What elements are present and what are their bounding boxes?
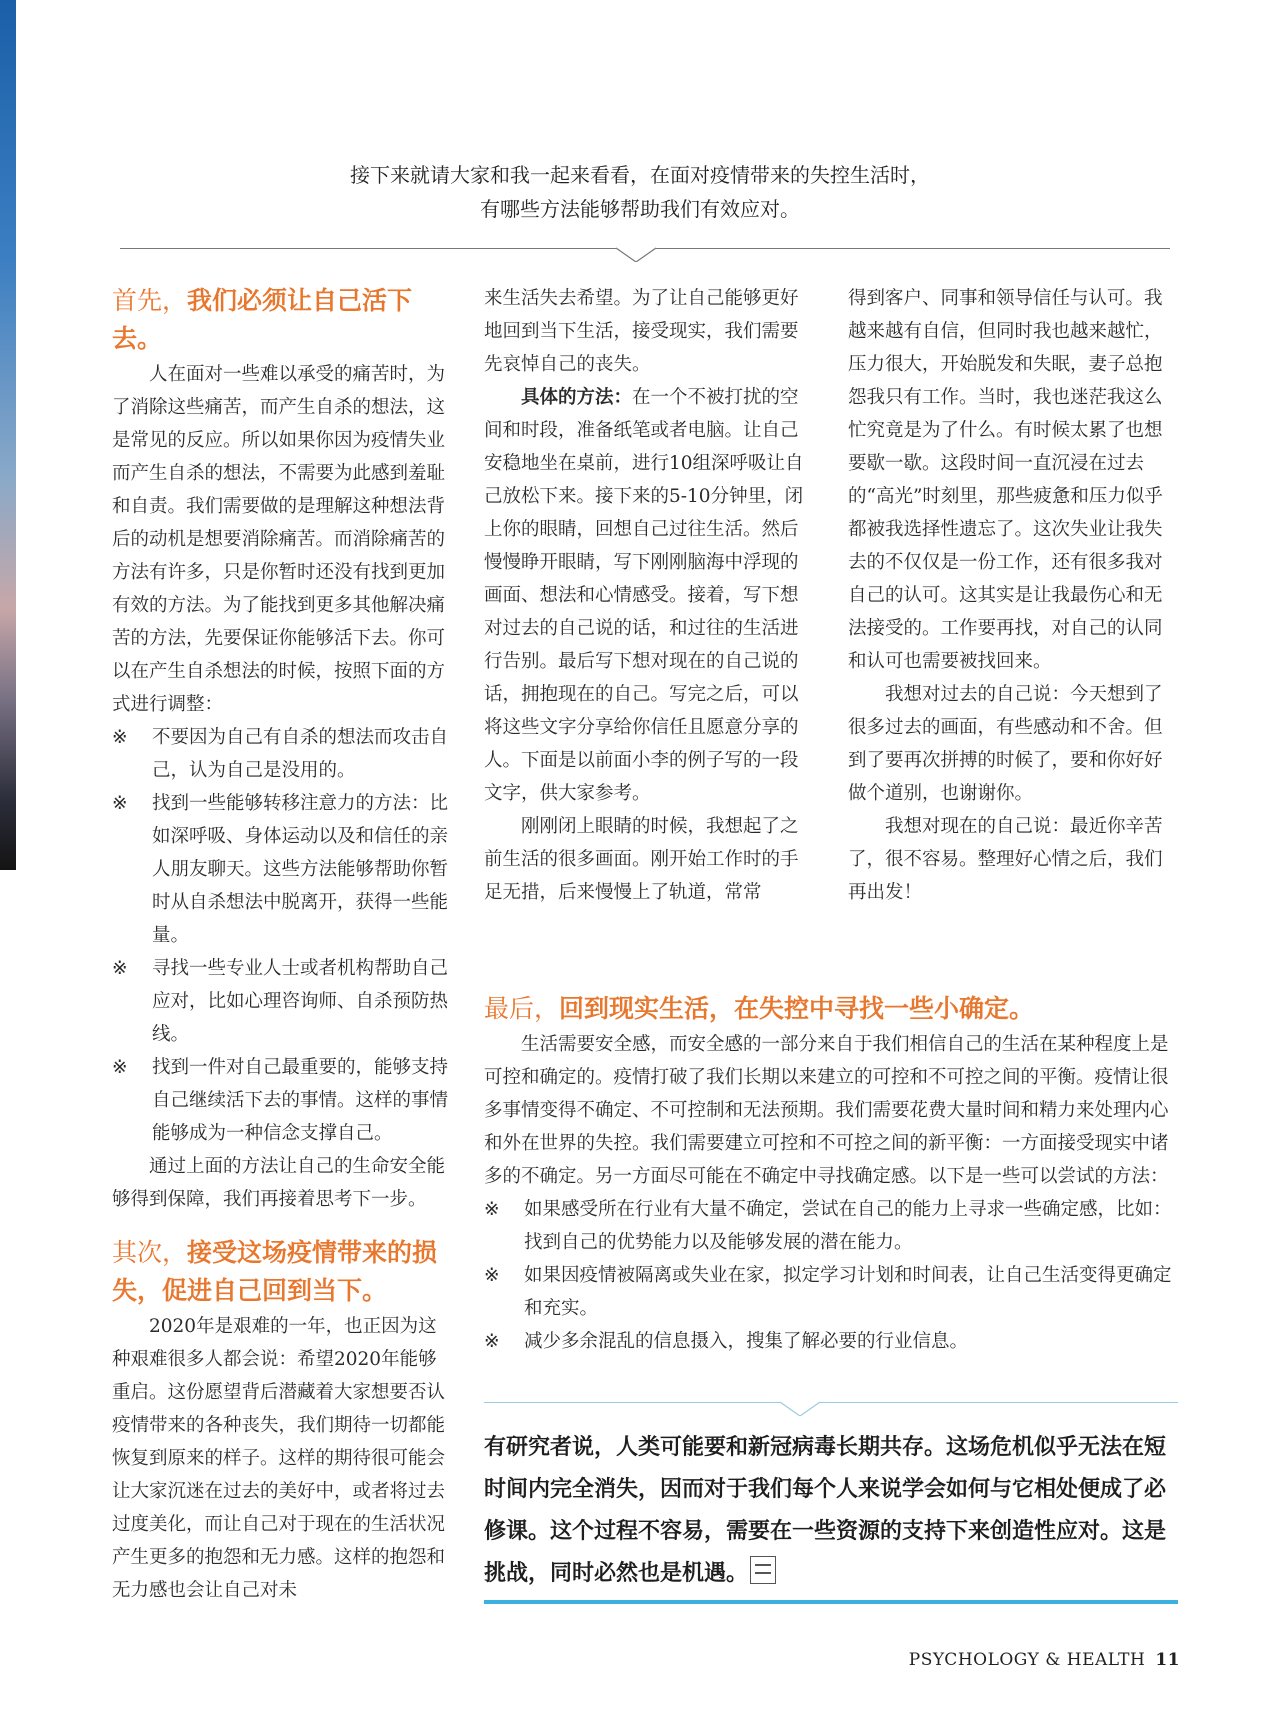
section3-bullet: ※ 如果感受所在行业有大量不确定，尝试在自己的能力上寻求一些确定感，比如：找到自己的优势能力以及能够发展的潜在能力。 — [484, 1199, 1172, 1253]
section3 — [484, 990, 1178, 1358]
closing-notch-icon — [780, 1394, 820, 1416]
section1-bullet: ※ 找到一件对自己最重要的，能够支持自己继续活下去的事情。这样的事情能够成为一种信念支撑自己。 — [112, 1057, 449, 1144]
section2-method: 具体的方法：在一个不被打扰的空间和时段，准备纸笔或者电脑。让自己安稳地坐在桌前，进行10组深呼吸让自己放松下来。接下来的5-10分钟里，闭上你的眼睛，回想自己过往生活。然后慢慢睁开眼睛，写下刚刚脑海中浮现的画面、想法和心情感受。接着，写下想对过去的自己说的话，和过往的生活进行告别。最后写下想对现在的自己说的话，拥抱现在的自己。写完之后，可以将这些文字分享给你信任且愿意分享的人。下面是以前面小李的例子写的一段文字，供大家参考。 — [484, 387, 804, 804]
column-3 — [848, 282, 1178, 909]
section3-bullet: ※ 减少多余混乱的信息摄入，搜集了解必要的行业信息。 — [484, 1331, 969, 1352]
page-footer — [909, 1650, 1180, 1670]
section3-heading: 最后，回到现实生活，在失控中寻找一些小确定。 — [484, 994, 1035, 1023]
section1-para1: 人在面对一些难以承受的痛苦时，为了消除这些痛苦，而产生自杀的想法，这是常见的反应。所以如果你因为疫情失业而产生自杀的想法，不需要为此感到羞耻和自责。我们需要做的是理解这种想法背后的动机是想要消除痛苦。而消除痛苦的方法有许多，只是你暂时还没有找到更加有效的方法。为了能找到更多其他解决痛苦的方法，先要保证你能够活下去。你可以在产生自杀想法的时候，按照下面的方式进行调整： — [112, 364, 446, 715]
section2-example-continued: 得到客户、同事和领导信任与认可。我越来越有自信，但同时我也越来越忙，压力很大，开始脱发和失眠，妻子总抱怨我只有工作。当时，我也迷茫我这么忙究竟是为了什么。有时候太累了也想要歇一歇。这段时间一直沉浸在过去的“高光”时刻里，那些疲惫和压力似乎都被我选择性遗忘了。这次失业让我失去的不仅仅是一份工作，还有很多我对自己的认可。这其实是让我最伤心和无法接受的。工作要再找，对自己的认同和认可也需要被找回来。 — [848, 288, 1163, 672]
top-divider-notch-icon — [616, 240, 656, 262]
section2-example: 刚刚闭上眼睛的时候，我想起了之前生活的很多画面。刚开始工作时的手足无措，后来慢慢上了轨道，常常 — [484, 816, 799, 903]
intro-line-1: 接下来就请大家和我一起来看看，在面对疫情带来的失控生活时， — [350, 163, 930, 187]
intro-text — [180, 158, 1100, 226]
edge-photo-strip — [0, 0, 16, 870]
section2-para1: 2020年是艰难的一年，也正因为这种艰难很多人都会说：希望2020年能够重启。这份愿望背后潜藏着大家想要否认疫情带来的各种丧失，我们期待一切都能恢复到原来的样子。这样的期待很可能会让大家沉迷在过去的美好中，或者将过去过度美化，而让自己对于现在的生活状况产生更多的抱怨和无力感。这样的抱怨和无力感也会让自己对未 — [112, 1316, 446, 1601]
section1-bullet: ※ 找到一些能够转移注意力的方法：比如深呼吸、身体运动以及和信任的亲人朋友聊天。这些方法能够帮助你暂时从自杀想法中脱离开，获得一些能量。 — [112, 793, 449, 946]
section1-bullet: ※ 不要因为自己有自杀的想法而攻击自己，认为自己是没用的。 — [112, 727, 449, 781]
section2-past-self: 我想对过去的自己说：今天想到了很多过去的画面，有些感动和不舍。但到了要再次拼搏的时候了，要和你好好做个道别，也谢谢你。 — [848, 684, 1163, 804]
magazine-name: PSYCHOLOGY & HEALTH — [908, 1650, 1146, 1670]
page-number: 11 — [1155, 1650, 1180, 1670]
section2-heading: 其次，接受这场疫情带来的损失，促进自己回到当下。 — [112, 1238, 438, 1305]
column-2 — [484, 282, 812, 909]
section1-bullet: ※ 寻找一些专业人士或者机构帮助自己应对，比如心理咨询师、自杀预防热线。 — [112, 958, 449, 1045]
section1-para2: 通过上面的方法让自己的生命安全能够得到保障，我们再接着思考下一步。 — [112, 1156, 446, 1210]
section3-bullet: ※ 如果因疫情被隔离或失业在家，拟定学习计划和时间表，让自己生活变得更确定和充实。 — [484, 1265, 1172, 1319]
closing-text: 有研究者说，人类可能要和新冠病毒长期共存。这场危机似乎无法在短时间内完全消失，因而对于我们每个人来说学会如何与它相处便成了必修课。这个过程不容易，需要在一些资源的支持下来创造性应对。这是挑战，同时必然也是机遇。 — [484, 1434, 1167, 1586]
intro-line-2: 有哪些方法能够帮助我们有效应对。 — [480, 197, 800, 221]
end-seal-icon — [750, 1556, 776, 1584]
closing-top-rule — [484, 1402, 1178, 1403]
closing-bottom-rule — [484, 1600, 1178, 1604]
section3-para1: 生活需要安全感，而安全感的一部分来自于我们相信自己的生活在某种程度上是可控和确定的。疫情打破了我们长期以来建立的可控和不可控之间的平衡。疫情让很多事情变得不确定、不可控制和无法预期。我们需要花费大量时间和精力来处理内心和外在世界的失控。我们需要建立可控和不可控之间的新平衡：一方面接受现实中诸多的不确定。另一方面尽可能在不确定中寻找确定感。以下是一些可以尝试的方法： — [484, 1034, 1169, 1187]
section1-heading: 首先，我们必须让自己活下去。 — [112, 286, 413, 353]
section2-para1-continued: 来生活失去希望。为了让自己能够更好地回到当下生活，接受现实，我们需要先哀悼自己的丧失。 — [484, 288, 799, 375]
column-1 — [112, 282, 448, 1607]
section2-present-self: 我想对现在的自己说：最近你辛苦了，很不容易。整理好心情之后，我们再出发！ — [848, 816, 1163, 903]
